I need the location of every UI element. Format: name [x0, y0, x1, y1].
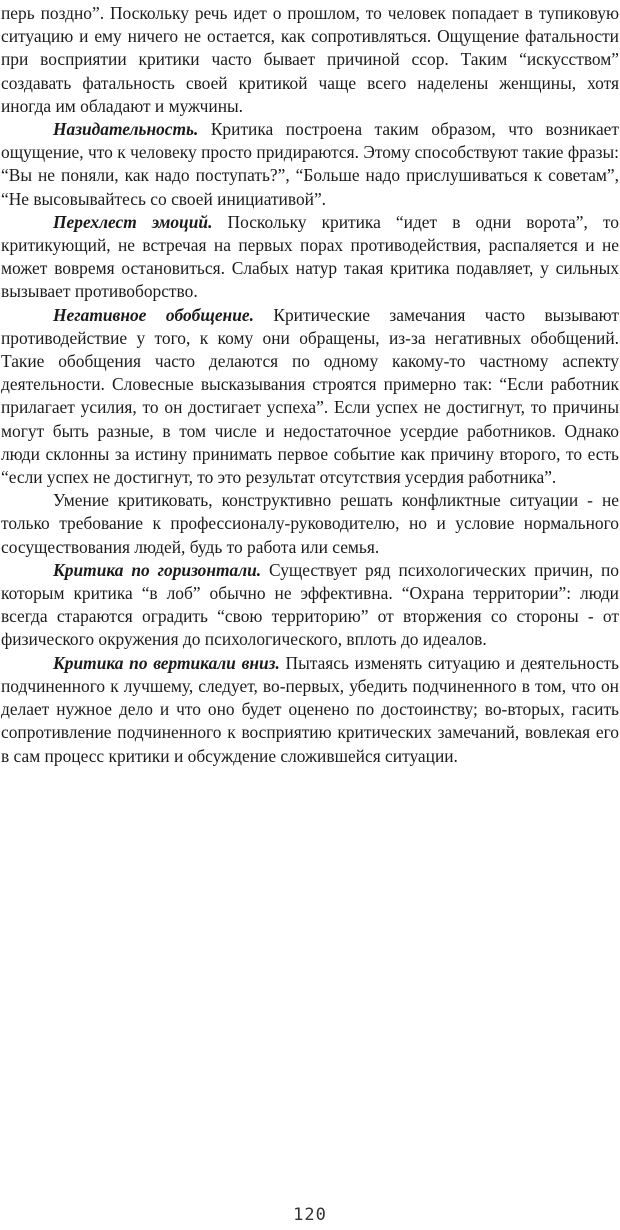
paragraph-text: Умение критиковать, конструктивно решать конфликтные ситуации - не только требование к профессионалу-руководителю, но и условие нормального сосуществования людей, будь то работа или семья. — [1, 490, 619, 557]
paragraph-text: перь поздно”. Поскольку речь идет о прошлом, то человек попадает в тупиковую ситуацию и ему ничего не остается, как сопротивляться. Ощущение фатальности при восприятии критики часто бывает причиной ссор. Таким “искусством” создавать фатальность своей критикой чаще всего наделены женщины, хотя иногда им обладают и мужчины. — [1, 3, 619, 116]
body-text — [1, 2, 619, 768]
paragraph-continuation — [1, 2, 619, 118]
paragraph-text: Критика построена таким образом, что возникает ощущение, что к человеку просто придираются. Этому способствуют такие фразы: “Вы не поняли, как надо поступать?”, “Больше надо прислушиваться к советам”, “Не высовывайтесь со своей инициативой”. — [1, 119, 619, 209]
page-number: 120 — [293, 1205, 327, 1225]
paragraph-text: Критические замечания часто вызывают противодействие у того, к кому они обращены, из-за негативных обобщений. Такие обобщения часто делаются по одному какому-то частному аспекту деятельности. Словесные высказывания строятся примерно так: “Если работник прилагает усилия, то он достигает успеха”. Если успех не достигнут, то причины могут быть разные, в том числе и недостаточное усердие работников. Однако люди склонны за истину принимать первое событие как причину второго, то есть “если успех не достигнут, то это результат отсутствия усердия работника”. — [1, 304, 619, 488]
paragraph-nazidatelnost — [1, 118, 619, 211]
paragraph-heading: Перехлест эмоций. — [53, 211, 213, 232]
paragraph-kritika-po-gorizontali — [1, 559, 619, 652]
paragraph-heading: Назидательность. — [53, 119, 199, 140]
paragraph-umenie-kritikovat — [1, 489, 619, 559]
paragraph-heading: Критика по горизонтали. — [53, 559, 262, 580]
paragraph-text: Существует ряд психологических причин, по которым критика “в лоб” обычно не эффективна. “Охрана территории”: люди всегда стараются оградить “свою территорию” от вторжения со стороны - от физического окружения до психологического, вплоть до идеалов. — [1, 559, 619, 650]
paragraph-heading: Критика по вертикали вниз. — [53, 652, 280, 673]
paragraph-text: Поскольку критика “идет в одни ворота”, то критикующий, не встречая на первых порах противодействия, распаляется и не может вовремя остановиться. Слабых натур такая критика подавляет, у сильных вызывает противоборство. — [1, 211, 619, 302]
paragraph-negativnoe-obobshchenie — [1, 304, 619, 490]
paragraph-text: Пытаясь изменять ситуацию и деятельность подчиненного к лучшему, следует, во-первых, убедить подчиненного в том, что он делает нужное дело и что оно будет оценено по достоинству; во-вторых, гасить сопротивление подчиненного к восприятию критических замечаний, вовлекая его в сам процесс критики и обсуждение сложившейся ситуации. — [1, 652, 619, 766]
paragraph-heading: Негативное обобщение. — [53, 304, 254, 325]
paragraph-kritika-po-vertikali — [1, 652, 619, 768]
paragraph-perekhlest-emotsiy — [1, 211, 619, 304]
